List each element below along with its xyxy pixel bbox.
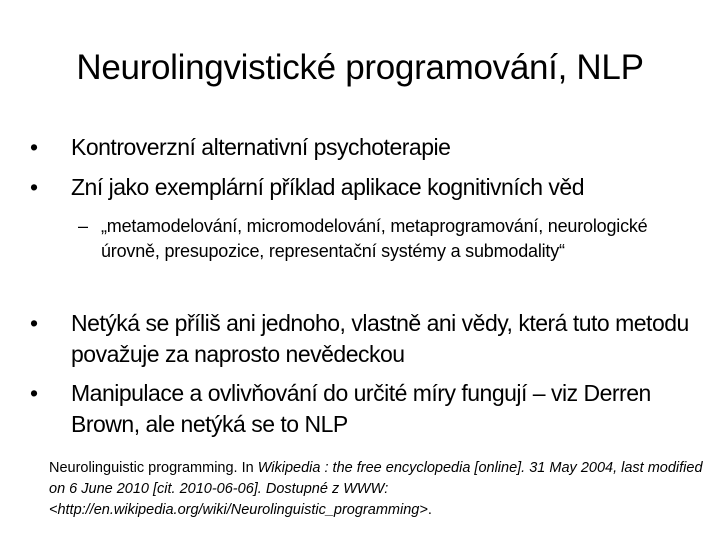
citation-end: . — [427, 502, 432, 518]
slide-title: Neurolingvistické programování, NLP — [76, 48, 644, 87]
citation-title: Neurolinguistic programming. In — [49, 460, 258, 476]
citation-source: Wikipedia : the free encyclopedia [online]. 31 May 2004, last modified on 6 June 2010 [cit. 2010-06-06]. Dostupné z WWW: <http://en.wikipedia.org/wiki/Neurolinguistic_programming> — [49, 460, 703, 518]
bullet-text: Netýká se příliš ani jednoho, vlastně ani vědy, která tuto metodu považuje za naprosto nevědeckou — [71, 310, 689, 367]
sub-bullet-text: „metamodelování, micromodelování, metaprogramování, neurologické úrovně, presupozice, representační systémy a submodality“ — [101, 216, 648, 261]
bullet-item — [30, 378, 710, 440]
bullet-item — [30, 172, 710, 203]
bullet-marker: • — [30, 174, 38, 200]
bullet-text: Kontroverzní alternativní psychoterapie — [71, 134, 451, 160]
bullet-item — [30, 132, 710, 163]
bullet-marker: • — [30, 134, 38, 160]
bullet-text: Manipulace a ovlivňování do určité míry fungují – viz Derren Brown, ale netýká se to NLP — [71, 380, 651, 437]
bullet-item — [30, 308, 710, 370]
sub-bullet-item — [78, 214, 698, 264]
sub-bullet-marker: – — [78, 216, 88, 236]
bullet-marker: • — [30, 380, 38, 406]
bullet-marker: • — [30, 310, 38, 336]
bullet-text: Zní jako exemplární příklad aplikace kognitivních věd — [71, 174, 585, 200]
citation — [49, 458, 714, 521]
